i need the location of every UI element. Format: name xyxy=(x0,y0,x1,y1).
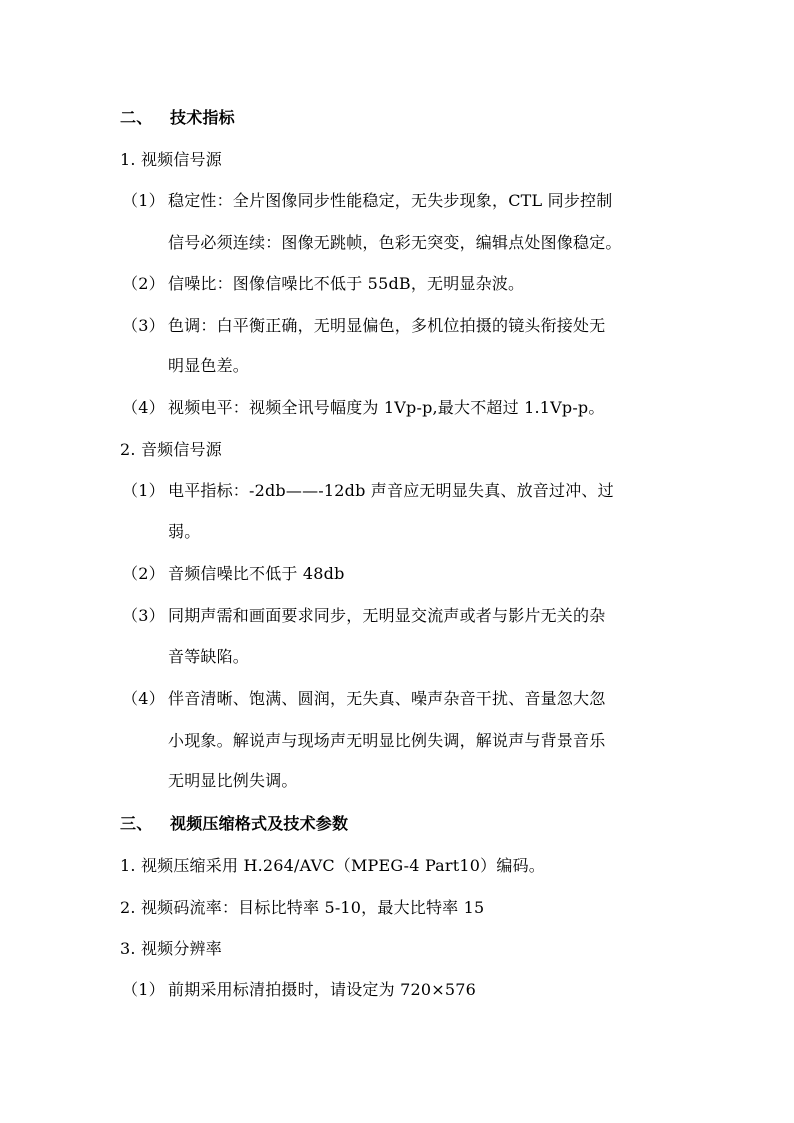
list-item-continuation: 弱。 xyxy=(168,522,201,541)
list-item-audio-snr xyxy=(122,564,345,584)
list-item-snr xyxy=(122,274,524,294)
list-marker: （1） xyxy=(122,191,165,210)
list-item-color-tone xyxy=(122,316,605,336)
list-item-text: 同期声需和画面要求同步，无明显交流声或者与影片无关的杂 xyxy=(168,606,606,625)
list-item-continuation: 明显色差。 xyxy=(168,356,250,375)
list-item-continuation: 无明显比例失调。 xyxy=(168,771,298,790)
section-number: 三、 xyxy=(120,814,153,833)
list-marker: （2） xyxy=(122,564,165,583)
list-item-stability xyxy=(122,191,612,211)
list-marker: （3） xyxy=(122,606,165,625)
list-item-continuation: 小现象。解说声与现场声无明显比例失调，解说声与背景音乐 xyxy=(168,731,606,750)
list-marker: （1） xyxy=(122,980,165,999)
compression-item-resolution: 3. 视频分辨率 xyxy=(120,939,222,958)
list-marker: （1） xyxy=(122,481,165,500)
list-marker: （4） xyxy=(122,398,165,417)
compression-item-bitrate: 2. 视频码流率：目标比特率 5-10，最大比特率 15 xyxy=(120,898,485,917)
list-item-text: 视频电平：视频全讯号幅度为 1Vp-p,最大不超过 1.1Vp-p。 xyxy=(168,398,605,417)
compression-item-codec: 1. 视频压缩采用 H.264/AVC（MPEG-4 Part10）编码。 xyxy=(120,856,545,875)
section-number: 二、 xyxy=(120,108,153,127)
list-item-text: 电平指标：-2db——-12db 声音应无明显失真、放音过冲、过 xyxy=(168,481,614,500)
section-title: 技术指标 xyxy=(170,108,235,127)
list-item-continuation: 音等缺陷。 xyxy=(168,647,250,666)
list-marker: （3） xyxy=(122,316,165,335)
section-title: 视频压缩格式及技术参数 xyxy=(170,814,349,833)
list-item-text: 音频信噪比不低于 48db xyxy=(168,564,345,583)
list-item-sd-resolution xyxy=(122,980,476,1000)
list-marker: （4） xyxy=(122,689,165,708)
list-item-text: 稳定性：全片图像同步性能稳定，无失步现象，CTL 同步控制 xyxy=(168,191,613,210)
subsection-video-signal-source: 1. 视频信号源 xyxy=(120,150,222,169)
list-item-video-level xyxy=(122,398,605,418)
list-item-text: 伴音清晰、饱满、圆润，无失真、噪声杂音干扰、音量忽大忽 xyxy=(168,689,606,708)
list-item-text: 信噪比：图像信噪比不低于 55dB，无明显杂波。 xyxy=(168,274,525,293)
list-item-sync-sound xyxy=(122,606,605,626)
subsection-audio-signal-source: 2. 音频信号源 xyxy=(120,440,222,459)
list-item-level-index xyxy=(122,481,614,501)
list-item-text: 色调：白平衡正确，无明显偏色，多机位拍摄的镜头衔接处无 xyxy=(168,316,606,335)
list-marker: （2） xyxy=(122,274,165,293)
list-item-accompaniment xyxy=(122,689,605,709)
list-item-continuation: 信号必须连续：图像无跳帧，色彩无突变，编辑点处图像稳定。 xyxy=(168,233,622,252)
list-item-text: 前期采用标清拍摄时，请设定为 720×576 xyxy=(168,980,476,999)
